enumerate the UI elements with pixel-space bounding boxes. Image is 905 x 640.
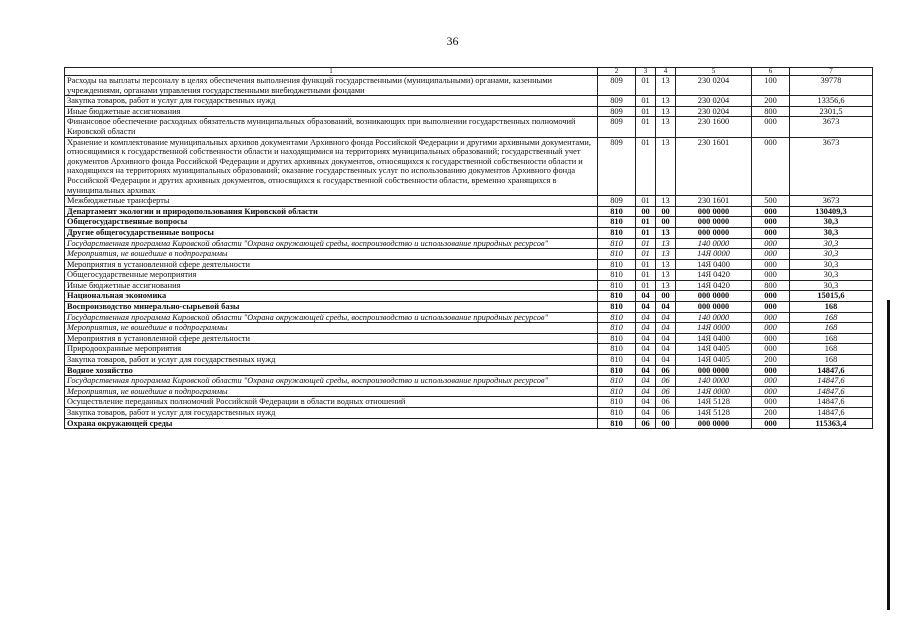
code-cell: 809: [598, 137, 636, 196]
code-cell: 810: [598, 355, 636, 366]
header-cell: 2: [598, 68, 636, 76]
article-cell: 14Я 0405: [676, 344, 752, 355]
table-row: [65, 217, 873, 228]
section-cell: 00: [636, 206, 656, 217]
section-cell: 01: [636, 106, 656, 117]
code-cell: 810: [598, 302, 636, 313]
expense-type-cell: 000: [752, 333, 790, 344]
article-cell: 14Я 0000: [676, 323, 752, 334]
amount-cell: 14847,6: [790, 386, 873, 397]
code-cell: 810: [598, 217, 636, 228]
code-cell: 810: [598, 238, 636, 249]
article-cell: 230 0204: [676, 76, 752, 96]
subsection-cell: 13: [656, 137, 676, 196]
amount-cell: 30,3: [790, 270, 873, 281]
expense-type-cell: 000: [752, 376, 790, 387]
table-row: [65, 259, 873, 270]
amount-cell: 168: [790, 312, 873, 323]
amount-cell: 30,3: [790, 238, 873, 249]
code-cell: 810: [598, 280, 636, 291]
amount-cell: 2301,5: [790, 106, 873, 117]
code-cell: 810: [598, 206, 636, 217]
row-name-cell: Государственная программа Кировской области "Охрана окружающей среды, воспроизводство и использование природных ресурсов": [65, 312, 598, 323]
subsection-cell: 00: [656, 206, 676, 217]
subsection-cell: 06: [656, 386, 676, 397]
subsection-cell: 13: [656, 270, 676, 281]
expense-type-cell: 000: [752, 137, 790, 196]
section-cell: 01: [636, 259, 656, 270]
section-cell: 01: [636, 196, 656, 207]
row-name-cell: Государственная программа Кировской области "Охрана окружающей среды, воспроизводство и использование природных ресурсов": [65, 376, 598, 387]
code-cell: 810: [598, 249, 636, 260]
subsection-cell: 06: [656, 365, 676, 376]
code-cell: 810: [598, 344, 636, 355]
subsection-cell: 04: [656, 355, 676, 366]
article-cell: 140 0000: [676, 312, 752, 323]
expense-type-cell: 200: [752, 355, 790, 366]
table-row: [65, 96, 873, 107]
amount-cell: 14847,6: [790, 365, 873, 376]
row-name-cell: Общегосударственные мероприятия: [65, 270, 598, 281]
amount-cell: 168: [790, 323, 873, 334]
section-cell: 04: [636, 302, 656, 313]
row-name-cell: Охрана окружающей среды: [65, 418, 598, 429]
header-cell: 1: [65, 68, 598, 76]
amount-cell: 115363,4: [790, 418, 873, 429]
subsection-cell: 04: [656, 312, 676, 323]
expense-type-cell: 000: [752, 386, 790, 397]
row-name-cell: Мероприятия, не вошедшие в подпрограммы: [65, 323, 598, 334]
subsection-cell: 04: [656, 333, 676, 344]
expense-type-cell: 000: [752, 227, 790, 238]
expense-type-cell: 000: [752, 365, 790, 376]
table-row: [65, 270, 873, 281]
expense-type-cell: 000: [752, 323, 790, 334]
table-row: [65, 238, 873, 249]
expense-type-cell: 000: [752, 206, 790, 217]
code-cell: 810: [598, 323, 636, 334]
table-row: [65, 137, 873, 196]
expense-type-cell: 000: [752, 238, 790, 249]
expense-type-cell: 000: [752, 259, 790, 270]
amount-cell: 3673: [790, 117, 873, 137]
article-cell: 14Я 5128: [676, 397, 752, 408]
subsection-cell: 13: [656, 227, 676, 238]
article-cell: 230 1600: [676, 117, 752, 137]
amount-cell: 168: [790, 333, 873, 344]
section-cell: 04: [636, 312, 656, 323]
section-cell: 04: [636, 397, 656, 408]
code-cell: 810: [598, 312, 636, 323]
header-cell: 6: [752, 68, 790, 76]
amount-cell: 30,3: [790, 217, 873, 228]
row-name-cell: Мероприятия в установленной сфере деятельности: [65, 259, 598, 270]
row-name-cell: Иные бюджетные ассигнования: [65, 280, 598, 291]
code-cell: 810: [598, 408, 636, 419]
row-name-cell: Межбюджетные трансферты: [65, 196, 598, 207]
row-name-cell: Воспроизводство минерально-сырьевой базы: [65, 302, 598, 313]
section-cell: 04: [636, 386, 656, 397]
row-name-cell: Другие общегосударственные вопросы: [65, 227, 598, 238]
code-cell: 810: [598, 376, 636, 387]
code-cell: 809: [598, 106, 636, 117]
table-row: [65, 333, 873, 344]
expense-type-cell: 200: [752, 96, 790, 107]
row-name-cell: Расходы на выплаты персоналу в целях обеспечения выполнения функций государственными (муниципальными) органами, казенными учреждениями, органами управления государственными внебюджетными фондами: [65, 76, 598, 96]
expense-type-cell: 000: [752, 418, 790, 429]
subsection-cell: 13: [656, 249, 676, 260]
expense-type-cell: 100: [752, 76, 790, 96]
article-cell: 230 0204: [676, 96, 752, 107]
budget-table: [64, 67, 873, 429]
article-cell: 000 0000: [676, 227, 752, 238]
table-row: [65, 323, 873, 334]
subsection-cell: 00: [656, 291, 676, 302]
subsection-cell: 00: [656, 418, 676, 429]
expense-type-cell: 000: [752, 344, 790, 355]
table-row: [65, 365, 873, 376]
section-cell: 04: [636, 365, 656, 376]
subsection-cell: 06: [656, 397, 676, 408]
article-cell: 14Я 0000: [676, 249, 752, 260]
article-cell: 230 1601: [676, 137, 752, 196]
amount-cell: 168: [790, 344, 873, 355]
expense-type-cell: 000: [752, 397, 790, 408]
section-cell: 04: [636, 376, 656, 387]
table-row: [65, 76, 873, 96]
amount-cell: 130409,3: [790, 206, 873, 217]
row-name-cell: Хранение и комплектование муниципальных архивов документами Архивного фонда Российской Федерации и другими архивными документами, относящимися к государственной собственности области и находящимися на территориях муниципальных образований; государственный учет документов Архивного фонда Российской Федерации и других архивных документов, относящихся к государственной собственности области и находящихся на территориях муниципальных образований; оказание государственных услуг по использованию документов Архивного фонда Российской Федерации и других архивных документов, относящихся к государственной собственности области, временно хранящихся в муниципальных архивах: [65, 137, 598, 196]
scan-edge-line: [887, 300, 890, 610]
expense-type-cell: 000: [752, 312, 790, 323]
table-row: [65, 344, 873, 355]
code-cell: 810: [598, 270, 636, 281]
subsection-cell: 13: [656, 280, 676, 291]
section-cell: 04: [636, 333, 656, 344]
article-cell: 000 0000: [676, 217, 752, 228]
section-cell: 04: [636, 355, 656, 366]
subsection-cell: 13: [656, 196, 676, 207]
page-number: 36: [446, 34, 459, 48]
amount-cell: 168: [790, 302, 873, 313]
row-name-cell: Мероприятия в установленной сфере деятельности: [65, 333, 598, 344]
subsection-cell: 00: [656, 217, 676, 228]
code-cell: 810: [598, 291, 636, 302]
section-cell: 01: [636, 270, 656, 281]
row-name-cell: Финансовое обеспечение расходных обязательств муниципальных образований, возникающих при выполнении государственных полномочий Кировской области: [65, 117, 598, 137]
table-row: [65, 291, 873, 302]
subsection-cell: 04: [656, 323, 676, 334]
subsection-cell: 13: [656, 238, 676, 249]
section-cell: 04: [636, 408, 656, 419]
subsection-cell: 13: [656, 117, 676, 137]
article-cell: 14Я 0400: [676, 259, 752, 270]
subsection-cell: 04: [656, 302, 676, 313]
amount-cell: 30,3: [790, 249, 873, 260]
section-cell: 01: [636, 117, 656, 137]
section-cell: 01: [636, 238, 656, 249]
row-name-cell: Общегосударственные вопросы: [65, 217, 598, 228]
table-row: [65, 355, 873, 366]
article-cell: 14Я 0420: [676, 280, 752, 291]
code-cell: 810: [598, 365, 636, 376]
section-cell: 01: [636, 137, 656, 196]
row-name-cell: Осуществление переданных полномочий Российской Федерации в области водных отношений: [65, 397, 598, 408]
row-name-cell: Иные бюджетные ассигнования: [65, 106, 598, 117]
article-cell: 140 0000: [676, 238, 752, 249]
table-row: [65, 408, 873, 419]
article-cell: 14Я 5128: [676, 408, 752, 419]
code-cell: 810: [598, 259, 636, 270]
table-row: [65, 397, 873, 408]
subsection-cell: 04: [656, 344, 676, 355]
amount-cell: 13356,6: [790, 96, 873, 107]
row-name-cell: Водное хозяйство: [65, 365, 598, 376]
table-row: [65, 196, 873, 207]
article-cell: 000 0000: [676, 365, 752, 376]
expense-type-cell: 800: [752, 280, 790, 291]
subsection-cell: 06: [656, 408, 676, 419]
article-cell: 230 1601: [676, 196, 752, 207]
section-cell: 01: [636, 227, 656, 238]
article-cell: 000 0000: [676, 418, 752, 429]
expense-type-cell: 200: [752, 408, 790, 419]
expense-type-cell: 000: [752, 270, 790, 281]
article-cell: 140 0000: [676, 376, 752, 387]
expense-type-cell: 000: [752, 302, 790, 313]
article-cell: 14Я 0000: [676, 386, 752, 397]
row-name-cell: Национальная экономика: [65, 291, 598, 302]
section-cell: 01: [636, 217, 656, 228]
subsection-cell: 06: [656, 376, 676, 387]
code-cell: 809: [598, 196, 636, 207]
section-cell: 01: [636, 280, 656, 291]
code-cell: 809: [598, 96, 636, 107]
expense-type-cell: 500: [752, 196, 790, 207]
code-cell: 810: [598, 333, 636, 344]
header-cell: 5: [676, 68, 752, 76]
amount-cell: 168: [790, 355, 873, 366]
row-name-cell: Закупка товаров, работ и услуг для государственных нужд: [65, 355, 598, 366]
row-name-cell: Закупка товаров, работ и услуг для государственных нужд: [65, 96, 598, 107]
header-row: [65, 68, 873, 76]
row-name-cell: Закупка товаров, работ и услуг для государственных нужд: [65, 408, 598, 419]
code-cell: 810: [598, 386, 636, 397]
row-name-cell: Государственная программа Кировской области "Охрана окружающей среды, воспроизводство и использование природных ресурсов": [65, 238, 598, 249]
expense-type-cell: 000: [752, 117, 790, 137]
table-row: [65, 206, 873, 217]
amount-cell: 15015,6: [790, 291, 873, 302]
table-row: [65, 418, 873, 429]
row-name-cell: Департамент экологии и природопользования Кировской области: [65, 206, 598, 217]
section-cell: 01: [636, 96, 656, 107]
article-cell: 000 0000: [676, 291, 752, 302]
row-name-cell: Природоохранные мероприятия: [65, 344, 598, 355]
expense-type-cell: 800: [752, 106, 790, 117]
section-cell: 04: [636, 291, 656, 302]
article-cell: 14Я 0405: [676, 355, 752, 366]
amount-cell: 39778: [790, 76, 873, 96]
header-cell: 4: [656, 68, 676, 76]
amount-cell: 14847,6: [790, 397, 873, 408]
subsection-cell: 13: [656, 96, 676, 107]
article-cell: 14Я 0400: [676, 333, 752, 344]
amount-cell: 30,3: [790, 280, 873, 291]
expense-type-cell: 000: [752, 291, 790, 302]
subsection-cell: 13: [656, 106, 676, 117]
section-cell: 01: [636, 249, 656, 260]
table-row: [65, 302, 873, 313]
subsection-cell: 13: [656, 76, 676, 96]
expense-type-cell: 000: [752, 249, 790, 260]
amount-cell: 3673: [790, 137, 873, 196]
code-cell: 809: [598, 76, 636, 96]
amount-cell: 14847,6: [790, 376, 873, 387]
table-row: [65, 249, 873, 260]
article-cell: 14Я 0420: [676, 270, 752, 281]
article-cell: 230 0204: [676, 106, 752, 117]
expense-type-cell: 000: [752, 217, 790, 228]
code-cell: 810: [598, 227, 636, 238]
table-row: [65, 280, 873, 291]
amount-cell: 30,3: [790, 259, 873, 270]
amount-cell: 3673: [790, 196, 873, 207]
subsection-cell: 13: [656, 259, 676, 270]
article-cell: 000 0000: [676, 206, 752, 217]
article-cell: 000 0000: [676, 302, 752, 313]
section-cell: 06: [636, 418, 656, 429]
table-row: [65, 386, 873, 397]
table-row: [65, 312, 873, 323]
row-name-cell: Мероприятия, не вошедшие в подпрограммы: [65, 249, 598, 260]
section-cell: 04: [636, 323, 656, 334]
section-cell: 04: [636, 344, 656, 355]
code-cell: 809: [598, 117, 636, 137]
code-cell: 810: [598, 397, 636, 408]
row-name-cell: Мероприятия, не вошедшие в подпрограммы: [65, 386, 598, 397]
table-row: [65, 117, 873, 137]
table-row: [65, 227, 873, 238]
amount-cell: 30,3: [790, 227, 873, 238]
section-cell: 01: [636, 76, 656, 96]
amount-cell: 14847,6: [790, 408, 873, 419]
table-row: [65, 106, 873, 117]
table-row: [65, 376, 873, 387]
header-cell: 3: [636, 68, 656, 76]
header-cell: 7: [790, 68, 873, 76]
code-cell: 810: [598, 418, 636, 429]
